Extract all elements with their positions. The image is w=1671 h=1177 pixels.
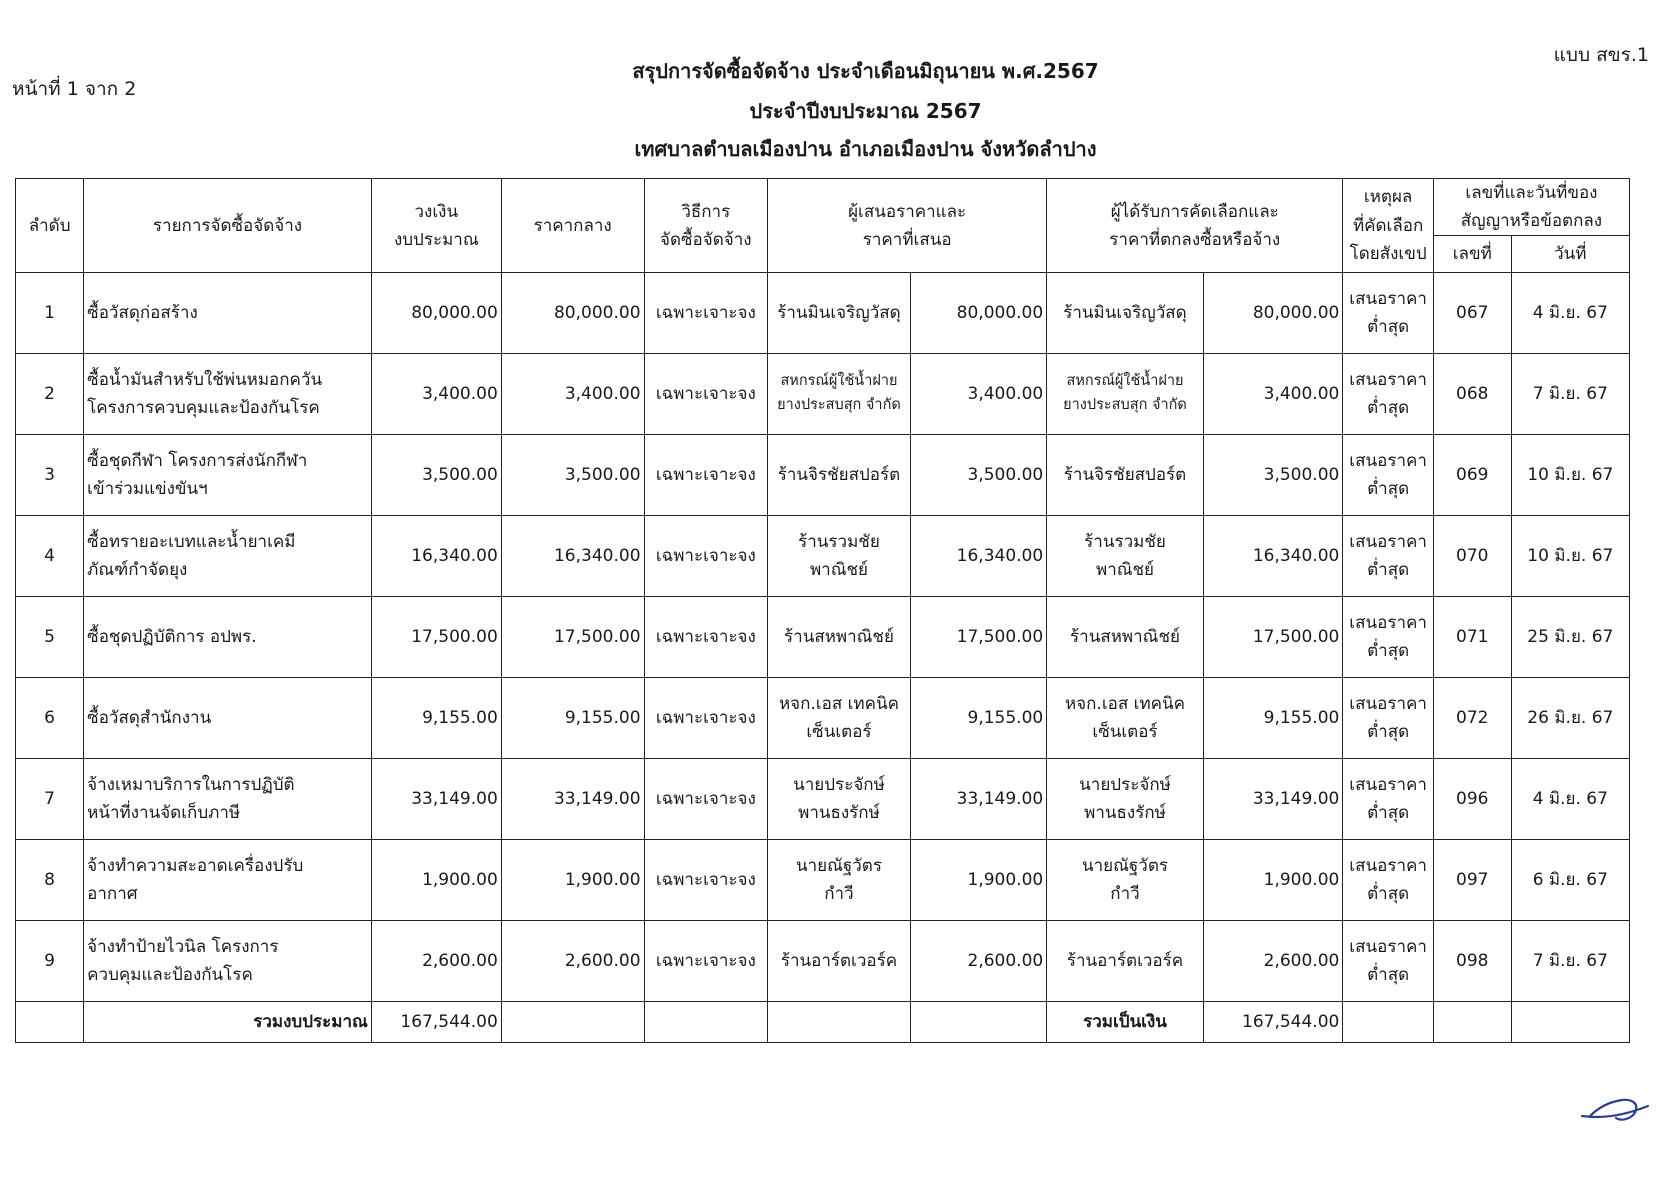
cell-winner-name-line1: นายณัฐวัตร — [1082, 856, 1168, 877]
cell-bidder-name — [768, 921, 911, 1002]
cell-reason-line2: ต่ำสุด — [1367, 641, 1410, 662]
cell-winner-name-line2: พาณิชย์ — [1095, 560, 1155, 581]
cell-budget: 33,149.00 — [371, 759, 501, 840]
cell-winner-name-line1: ร้านมินเจริญวัสดุ — [1063, 303, 1187, 324]
cell-item-line2: เข้าร่วมแข่งขันฯ — [87, 479, 208, 500]
cell-item-line2: หน้าที่งานจัดเก็บภาษี — [87, 803, 241, 824]
cell-method: เฉพาะเจาะจง — [644, 840, 768, 921]
cell-reason — [1343, 516, 1434, 597]
cell-bidder-name — [768, 597, 911, 678]
col-header-reason — [1343, 179, 1434, 273]
table-row — [16, 516, 1630, 597]
cell-winner-name-line1: หจก.เอส เทคนิค — [1064, 694, 1186, 715]
cell-median-price: 3,500.00 — [501, 435, 644, 516]
cell-bidder-name-line1: ร้านรวมชัย — [798, 532, 880, 553]
cell-empty — [16, 1002, 84, 1043]
cell-bidder-name — [768, 840, 911, 921]
cell-win-price: 9,155.00 — [1203, 678, 1343, 759]
col-header-method-line2: จัดซื้อจัดจ้าง — [660, 229, 752, 250]
cell-reason — [1343, 273, 1434, 354]
cell-win-price: 17,500.00 — [1203, 597, 1343, 678]
cell-item — [84, 516, 372, 597]
cell-win-price: 33,149.00 — [1203, 759, 1343, 840]
cell-budget: 9,155.00 — [371, 678, 501, 759]
col-header-median-price: ราคากลาง — [501, 179, 644, 273]
cell-winner-name-line2: พานธงรักษ์ — [1084, 803, 1166, 824]
cell-median-price: 1,900.00 — [501, 840, 644, 921]
cell-bidder-name — [768, 273, 911, 354]
col-header-bidder-line2: ราคาที่เสนอ — [862, 229, 952, 250]
col-header-bidder — [768, 179, 1047, 273]
cell-median-price: 80,000.00 — [501, 273, 644, 354]
cell-bidder-name-line2: เซ็นเตอร์ — [806, 722, 872, 743]
cell-contract-no: 096 — [1433, 759, 1511, 840]
col-header-contract-line1: เลขที่และวันที่ของ — [1465, 183, 1598, 203]
cell-item — [84, 354, 372, 435]
col-header-item: รายการจัดซื้อจัดจ้าง — [84, 179, 372, 273]
cell-winner-name-line1: นายประจักษ์ — [1079, 775, 1171, 796]
cell-bidder-name-line1: นายณัฐวัตร — [795, 856, 882, 877]
total-budget-value: 167,544.00 — [371, 1002, 501, 1043]
cell-contract-date: 6 มิ.ย. 67 — [1511, 840, 1629, 921]
cell-winner-name — [1047, 435, 1204, 516]
cell-seq: 6 — [16, 678, 84, 759]
cell-reason-line2: ต่ำสุด — [1367, 317, 1410, 338]
cell-budget: 17,500.00 — [371, 597, 501, 678]
cell-method: เฉพาะเจาะจง — [644, 759, 768, 840]
cell-item-line1: ซื้อวัสดุสำนักงาน — [87, 708, 212, 729]
table-row — [16, 840, 1630, 921]
cell-bid-price: 17,500.00 — [910, 597, 1046, 678]
cell-win-price: 16,340.00 — [1203, 516, 1343, 597]
form-code: แบบ สขร.1 — [1553, 44, 1649, 66]
cell-method: เฉพาะเจาะจง — [644, 516, 768, 597]
cell-bidder-name-line1: ร้านอาร์ตเวอร์ค — [780, 951, 898, 972]
cell-bid-price: 2,600.00 — [910, 921, 1046, 1002]
table-body — [16, 273, 1630, 1043]
cell-budget: 3,400.00 — [371, 354, 501, 435]
cell-median-price: 3,400.00 — [501, 354, 644, 435]
cell-winner-name — [1047, 759, 1204, 840]
cell-budget: 3,500.00 — [371, 435, 501, 516]
col-header-winner-line1: ผู้ได้รับการคัดเลือกและ — [1110, 201, 1279, 222]
cell-seq: 9 — [16, 921, 84, 1002]
cell-budget: 80,000.00 — [371, 273, 501, 354]
cell-item-line1: จ้างทำป้ายไวนิล โครงการ — [87, 937, 279, 958]
cell-bid-price: 80,000.00 — [910, 273, 1046, 354]
cell-median-price: 9,155.00 — [501, 678, 644, 759]
procurement-summary-table — [15, 178, 1630, 1043]
cell-budget: 2,600.00 — [371, 921, 501, 1002]
cell-item — [84, 921, 372, 1002]
cell-item-line1: ซื้อวัสดุก่อสร้าง — [87, 303, 198, 324]
cell-item-line1: ซื้อน้ำมันสำหรับใช้พ่นหมอกควัน — [87, 370, 323, 391]
cell-contract-no: 098 — [1433, 921, 1511, 1002]
cell-method: เฉพาะเจาะจง — [644, 354, 768, 435]
cell-winner-name — [1047, 678, 1204, 759]
cell-median-price: 2,600.00 — [501, 921, 644, 1002]
cell-bidder-name-line2: กำวี — [824, 884, 854, 905]
cell-win-price: 80,000.00 — [1203, 273, 1343, 354]
col-header-reason-line1: เหตุผล — [1363, 187, 1413, 208]
cell-win-price: 3,500.00 — [1203, 435, 1343, 516]
cell-method: เฉพาะเจาะจง — [644, 921, 768, 1002]
page-number: หน้าที่ 1 จาก 2 — [12, 78, 137, 100]
cell-contract-no: 072 — [1433, 678, 1511, 759]
cell-item — [84, 435, 372, 516]
cell-item-line2: อากาศ — [87, 884, 138, 905]
cell-reason-line1: เสนอราคา — [1349, 775, 1427, 796]
cell-reason-line1: เสนอราคา — [1349, 532, 1427, 553]
cell-item — [84, 678, 372, 759]
cell-win-price: 3,400.00 — [1203, 354, 1343, 435]
table-row — [16, 759, 1630, 840]
cell-bidder-name-line2: ยางประสบสุก จำกัด — [777, 397, 901, 414]
cell-winner-name — [1047, 597, 1204, 678]
cell-seq: 8 — [16, 840, 84, 921]
col-header-method — [644, 179, 768, 273]
cell-reason-line2: ต่ำสุด — [1367, 965, 1410, 986]
col-header-budget-line2: งบประมาณ — [393, 229, 479, 250]
cell-seq: 1 — [16, 273, 84, 354]
cell-reason-line2: ต่ำสุด — [1367, 803, 1410, 824]
totals-row — [16, 1002, 1630, 1043]
cell-contract-no: 067 — [1433, 273, 1511, 354]
cell-empty — [1511, 1002, 1629, 1043]
cell-contract-date: 7 มิ.ย. 67 — [1511, 921, 1629, 1002]
cell-item-line1: จ้างเหมาบริการในการปฏิบัติ — [87, 775, 295, 796]
cell-reason-line1: เสนอราคา — [1349, 937, 1427, 958]
cell-bid-price: 3,400.00 — [910, 354, 1046, 435]
cell-item — [84, 759, 372, 840]
cell-seq: 2 — [16, 354, 84, 435]
cell-item-line1: ซื้อชุดปฏิบัติการ อปพร. — [87, 627, 257, 648]
cell-item-line1: ซื้อทรายอะเบทและน้ำยาเคมี — [87, 532, 296, 553]
col-header-budget — [371, 179, 501, 273]
cell-median-price: 17,500.00 — [501, 597, 644, 678]
cell-median-price: 16,340.00 — [501, 516, 644, 597]
table-row — [16, 597, 1630, 678]
total-paid-label: รวมเป็นเงิน — [1047, 1002, 1204, 1043]
cell-contract-no: 097 — [1433, 840, 1511, 921]
cell-bidder-name — [768, 435, 911, 516]
cell-bidder-name-line1: ร้านจิรชัยสปอร์ต — [777, 465, 901, 486]
document-title: สรุปการจัดซื้อจัดจ้าง ประจำเดือนมิถุนายน พ.ศ.2567 — [632, 59, 1099, 83]
cell-empty — [1433, 1002, 1511, 1043]
cell-contract-date: 26 มิ.ย. 67 — [1511, 678, 1629, 759]
cell-bid-price: 16,340.00 — [910, 516, 1046, 597]
cell-contract-date: 25 มิ.ย. 67 — [1511, 597, 1629, 678]
cell-reason-line1: เสนอราคา — [1349, 856, 1427, 877]
cell-contract-date: 7 มิ.ย. 67 — [1511, 354, 1629, 435]
col-header-winner — [1047, 179, 1343, 273]
cell-winner-name — [1047, 354, 1204, 435]
cell-contract-date: 4 มิ.ย. 67 — [1511, 273, 1629, 354]
cell-bidder-name-line1: ร้านมินเจริญวัสดุ — [777, 303, 901, 324]
cell-reason-line2: ต่ำสุด — [1367, 884, 1410, 905]
cell-item-line2: ภัณฑ์กำจัดยุง — [87, 560, 188, 581]
cell-winner-name-line2: กำวี — [1110, 884, 1140, 905]
cell-empty — [910, 1002, 1046, 1043]
col-header-winner-line2: ราคาที่ตกลงซื้อหรือจ้าง — [1109, 229, 1281, 250]
cell-bidder-name-line1: ร้านสหพาณิชย์ — [784, 627, 894, 648]
cell-method: เฉพาะเจาะจง — [644, 435, 768, 516]
cell-reason — [1343, 435, 1434, 516]
col-header-contract-line2: สัญญาหรือข้อตกลง — [1460, 211, 1603, 232]
document-subtitle-fiscal-year: ประจำปีงบประมาณ 2567 — [749, 99, 982, 123]
cell-seq: 3 — [16, 435, 84, 516]
cell-bid-price: 1,900.00 — [910, 840, 1046, 921]
cell-bid-price: 3,500.00 — [910, 435, 1046, 516]
cell-method: เฉพาะเจาะจง — [644, 273, 768, 354]
cell-winner-name-line1: สหกรณ์ผู้ใช้น้ำฝาย — [1066, 373, 1184, 390]
col-header-contract-date: วันที่ — [1511, 236, 1629, 273]
cell-winner-name-line2: เซ็นเตอร์ — [1092, 722, 1158, 743]
document-subtitle-organization: เทศบาลตำบลเมืองปาน อำเภอเมืองปาน จังหวัดลำปาง — [634, 137, 1097, 161]
cell-reason-line1: เสนอราคา — [1349, 451, 1427, 472]
cell-winner-name-line1: ร้านสหพาณิชย์ — [1070, 627, 1180, 648]
cell-reason — [1343, 840, 1434, 921]
cell-item — [84, 273, 372, 354]
cell-contract-no: 068 — [1433, 354, 1511, 435]
cell-budget: 1,900.00 — [371, 840, 501, 921]
cell-item-line2: ควบคุมและป้องกันโรค — [87, 965, 253, 986]
cell-item-line1: ซื้อชุดกีฬา โครงการส่งนักกีฬา — [87, 451, 308, 472]
cell-reason — [1343, 678, 1434, 759]
handwritten-signature — [1578, 1088, 1656, 1128]
cell-bidder-name — [768, 678, 911, 759]
cell-contract-no: 071 — [1433, 597, 1511, 678]
cell-bidder-name — [768, 759, 911, 840]
col-header-budget-line1: วงเงิน — [414, 201, 459, 222]
cell-winner-name — [1047, 840, 1204, 921]
col-header-contract — [1433, 179, 1629, 236]
cell-contract-no: 069 — [1433, 435, 1511, 516]
cell-winner-name — [1047, 516, 1204, 597]
cell-empty — [1343, 1002, 1434, 1043]
cell-winner-name-line1: ร้านจิรชัยสปอร์ต — [1063, 465, 1187, 486]
cell-reason — [1343, 354, 1434, 435]
cell-win-price: 1,900.00 — [1203, 840, 1343, 921]
total-paid-value: 167,544.00 — [1203, 1002, 1343, 1043]
cell-item-line2: โครงการควบคุมและป้องกันโรค — [87, 398, 320, 419]
table-row — [16, 921, 1630, 1002]
cell-reason — [1343, 921, 1434, 1002]
col-header-seq: ลำดับ — [16, 179, 84, 273]
col-header-method-line1: วิธีการ — [681, 201, 731, 222]
cell-seq: 7 — [16, 759, 84, 840]
cell-seq: 5 — [16, 597, 84, 678]
table-row — [16, 354, 1630, 435]
cell-empty — [768, 1002, 911, 1043]
cell-reason-line2: ต่ำสุด — [1367, 479, 1410, 500]
cell-seq: 4 — [16, 516, 84, 597]
total-budget-label: รวมงบประมาณ — [84, 1002, 372, 1043]
cell-reason — [1343, 597, 1434, 678]
cell-reason-line1: เสนอราคา — [1349, 613, 1427, 634]
cell-bid-price: 9,155.00 — [910, 678, 1046, 759]
col-header-reason-line3: โดยสังเขป — [1349, 243, 1427, 264]
cell-contract-date: 4 มิ.ย. 67 — [1511, 759, 1629, 840]
cell-contract-no: 070 — [1433, 516, 1511, 597]
cell-budget: 16,340.00 — [371, 516, 501, 597]
cell-reason — [1343, 759, 1434, 840]
cell-bidder-name — [768, 516, 911, 597]
cell-method: เฉพาะเจาะจง — [644, 597, 768, 678]
cell-winner-name-line1: ร้านรวมชัย — [1084, 532, 1166, 553]
cell-bidder-name — [768, 354, 911, 435]
cell-bidder-name-line1: สหกรณ์ผู้ใช้น้ำฝาย — [780, 373, 898, 390]
table-row — [16, 435, 1630, 516]
col-header-bidder-line1: ผู้เสนอราคาและ — [848, 201, 967, 222]
cell-empty — [501, 1002, 644, 1043]
table-row — [16, 678, 1630, 759]
cell-contract-date: 10 มิ.ย. 67 — [1511, 435, 1629, 516]
cell-winner-name — [1047, 921, 1204, 1002]
col-header-reason-line2: ที่คัดเลือก — [1352, 215, 1424, 236]
cell-item-line1: จ้างทำความสะอาดเครื่องปรับ — [87, 856, 304, 877]
cell-win-price: 2,600.00 — [1203, 921, 1343, 1002]
cell-median-price: 33,149.00 — [501, 759, 644, 840]
cell-method: เฉพาะเจาะจง — [644, 678, 768, 759]
col-header-contract-no: เลขที่ — [1433, 236, 1511, 273]
cell-empty — [644, 1002, 768, 1043]
cell-reason-line2: ต่ำสุด — [1367, 722, 1410, 743]
cell-reason-line2: ต่ำสุด — [1367, 398, 1410, 419]
cell-bidder-name-line1: นายประจักษ์ — [793, 775, 885, 796]
cell-reason-line2: ต่ำสุด — [1367, 560, 1410, 581]
cell-reason-line1: เสนอราคา — [1349, 370, 1427, 391]
cell-bid-price: 33,149.00 — [910, 759, 1046, 840]
cell-winner-name-line1: ร้านอาร์ตเวอร์ค — [1066, 951, 1184, 972]
cell-item — [84, 840, 372, 921]
cell-winner-name — [1047, 273, 1204, 354]
cell-winner-name-line2: ยางประสบสุก จำกัด — [1063, 397, 1187, 414]
cell-bidder-name-line2: พาณิชย์ — [809, 560, 868, 581]
cell-contract-date: 10 มิ.ย. 67 — [1511, 516, 1629, 597]
cell-bidder-name-line1: หจก.เอส เทคนิค — [778, 694, 899, 715]
cell-reason-line1: เสนอราคา — [1349, 694, 1427, 715]
cell-reason-line1: เสนอราคา — [1349, 289, 1427, 310]
cell-item — [84, 597, 372, 678]
cell-bidder-name-line2: พานธงรักษ์ — [798, 803, 880, 824]
table-row — [16, 273, 1630, 354]
